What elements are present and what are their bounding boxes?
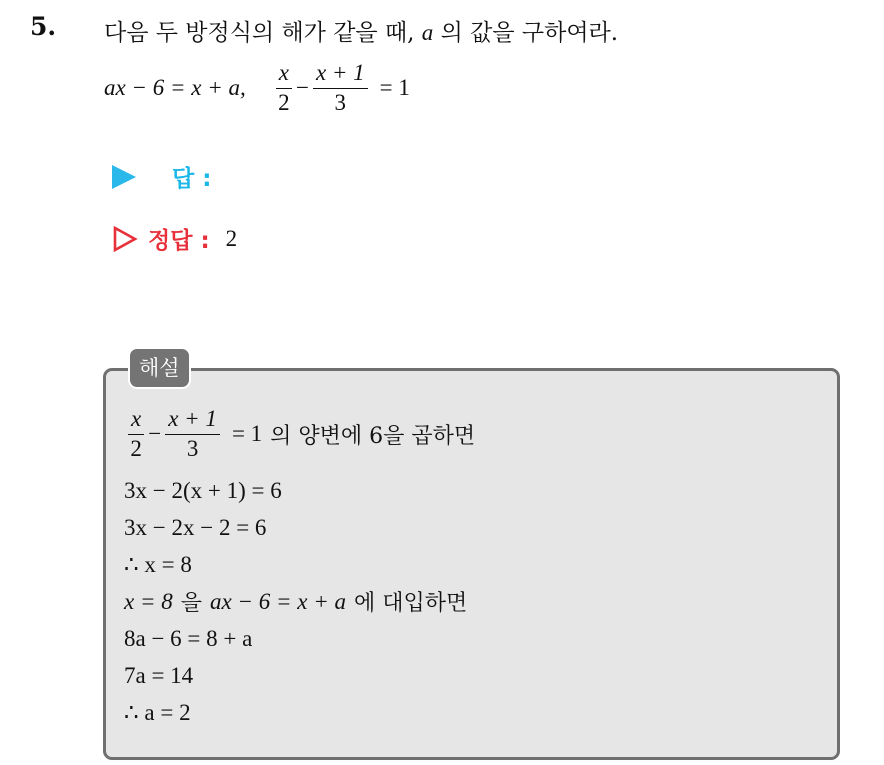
fraction-denominator: 3 xyxy=(186,435,199,461)
question-variable: a xyxy=(421,20,434,45)
correct-answer-row xyxy=(112,222,237,255)
solution-line-1 xyxy=(124,400,475,468)
solution-line-5-b: 을 xyxy=(180,591,202,616)
solution-line-3: 3x − 2x − 2 = 6 xyxy=(124,514,267,540)
question-text-after: 의 값을 구하여라. xyxy=(440,20,619,46)
solution-line-5-c: ax − 6 = x + a xyxy=(210,588,346,614)
solution-line-2: 3x − 2(x + 1) = 6 xyxy=(124,477,282,503)
solution-line-5-a: x = 8 xyxy=(124,588,173,614)
fraction-numerator: x xyxy=(276,61,292,88)
fraction-denominator: 3 xyxy=(334,89,347,115)
solution-line-7: 7a = 14 xyxy=(124,662,194,688)
solution-minus: − xyxy=(148,421,162,446)
fraction-denominator: 2 xyxy=(130,435,142,461)
question-text-before: 다음 두 방정식의 해가 같을 때, xyxy=(104,20,415,46)
question-number: 5. xyxy=(30,12,57,41)
correct-answer-value: 2 xyxy=(225,225,238,251)
solution-fraction-1 xyxy=(128,407,144,460)
question-text xyxy=(104,14,618,47)
solution-line-5-d: 에 대입하면 xyxy=(353,591,468,616)
fraction-numerator: x xyxy=(128,407,144,434)
equation-2-fraction-1 xyxy=(276,61,292,114)
answer-label: 답 : xyxy=(172,166,212,192)
solution-line-5 xyxy=(124,583,475,620)
solution-tab: 해설 xyxy=(128,347,191,389)
solution-line-6: 8a − 6 = 8 + a xyxy=(124,625,253,651)
equation-2-rhs: = 1 xyxy=(379,75,410,100)
solution-line-4: ∴ x = 8 xyxy=(124,551,192,577)
equation-2-minus: − xyxy=(295,75,309,100)
equation-2-fraction-2 xyxy=(313,61,368,114)
fraction-numerator: x + 1 xyxy=(313,61,368,88)
solution-fraction-2 xyxy=(165,407,220,460)
fraction-numerator: x + 1 xyxy=(165,407,220,434)
solution-rhs: = 1 xyxy=(231,421,263,446)
equation-1: ax − 6 = x + a, xyxy=(104,75,246,100)
solution-line-1-text: 의 양변에 6을 곱하면 xyxy=(270,423,476,449)
triangle-filled-icon xyxy=(112,165,136,189)
solution-lines xyxy=(124,400,475,731)
answer-row xyxy=(112,160,211,193)
correct-answer-label: 정답 : xyxy=(148,228,210,254)
solution-line-8: ∴ a = 2 xyxy=(124,699,191,725)
question-equations xyxy=(104,58,410,118)
fraction-denominator: 2 xyxy=(278,89,290,115)
triangle-outline-icon xyxy=(112,226,138,252)
